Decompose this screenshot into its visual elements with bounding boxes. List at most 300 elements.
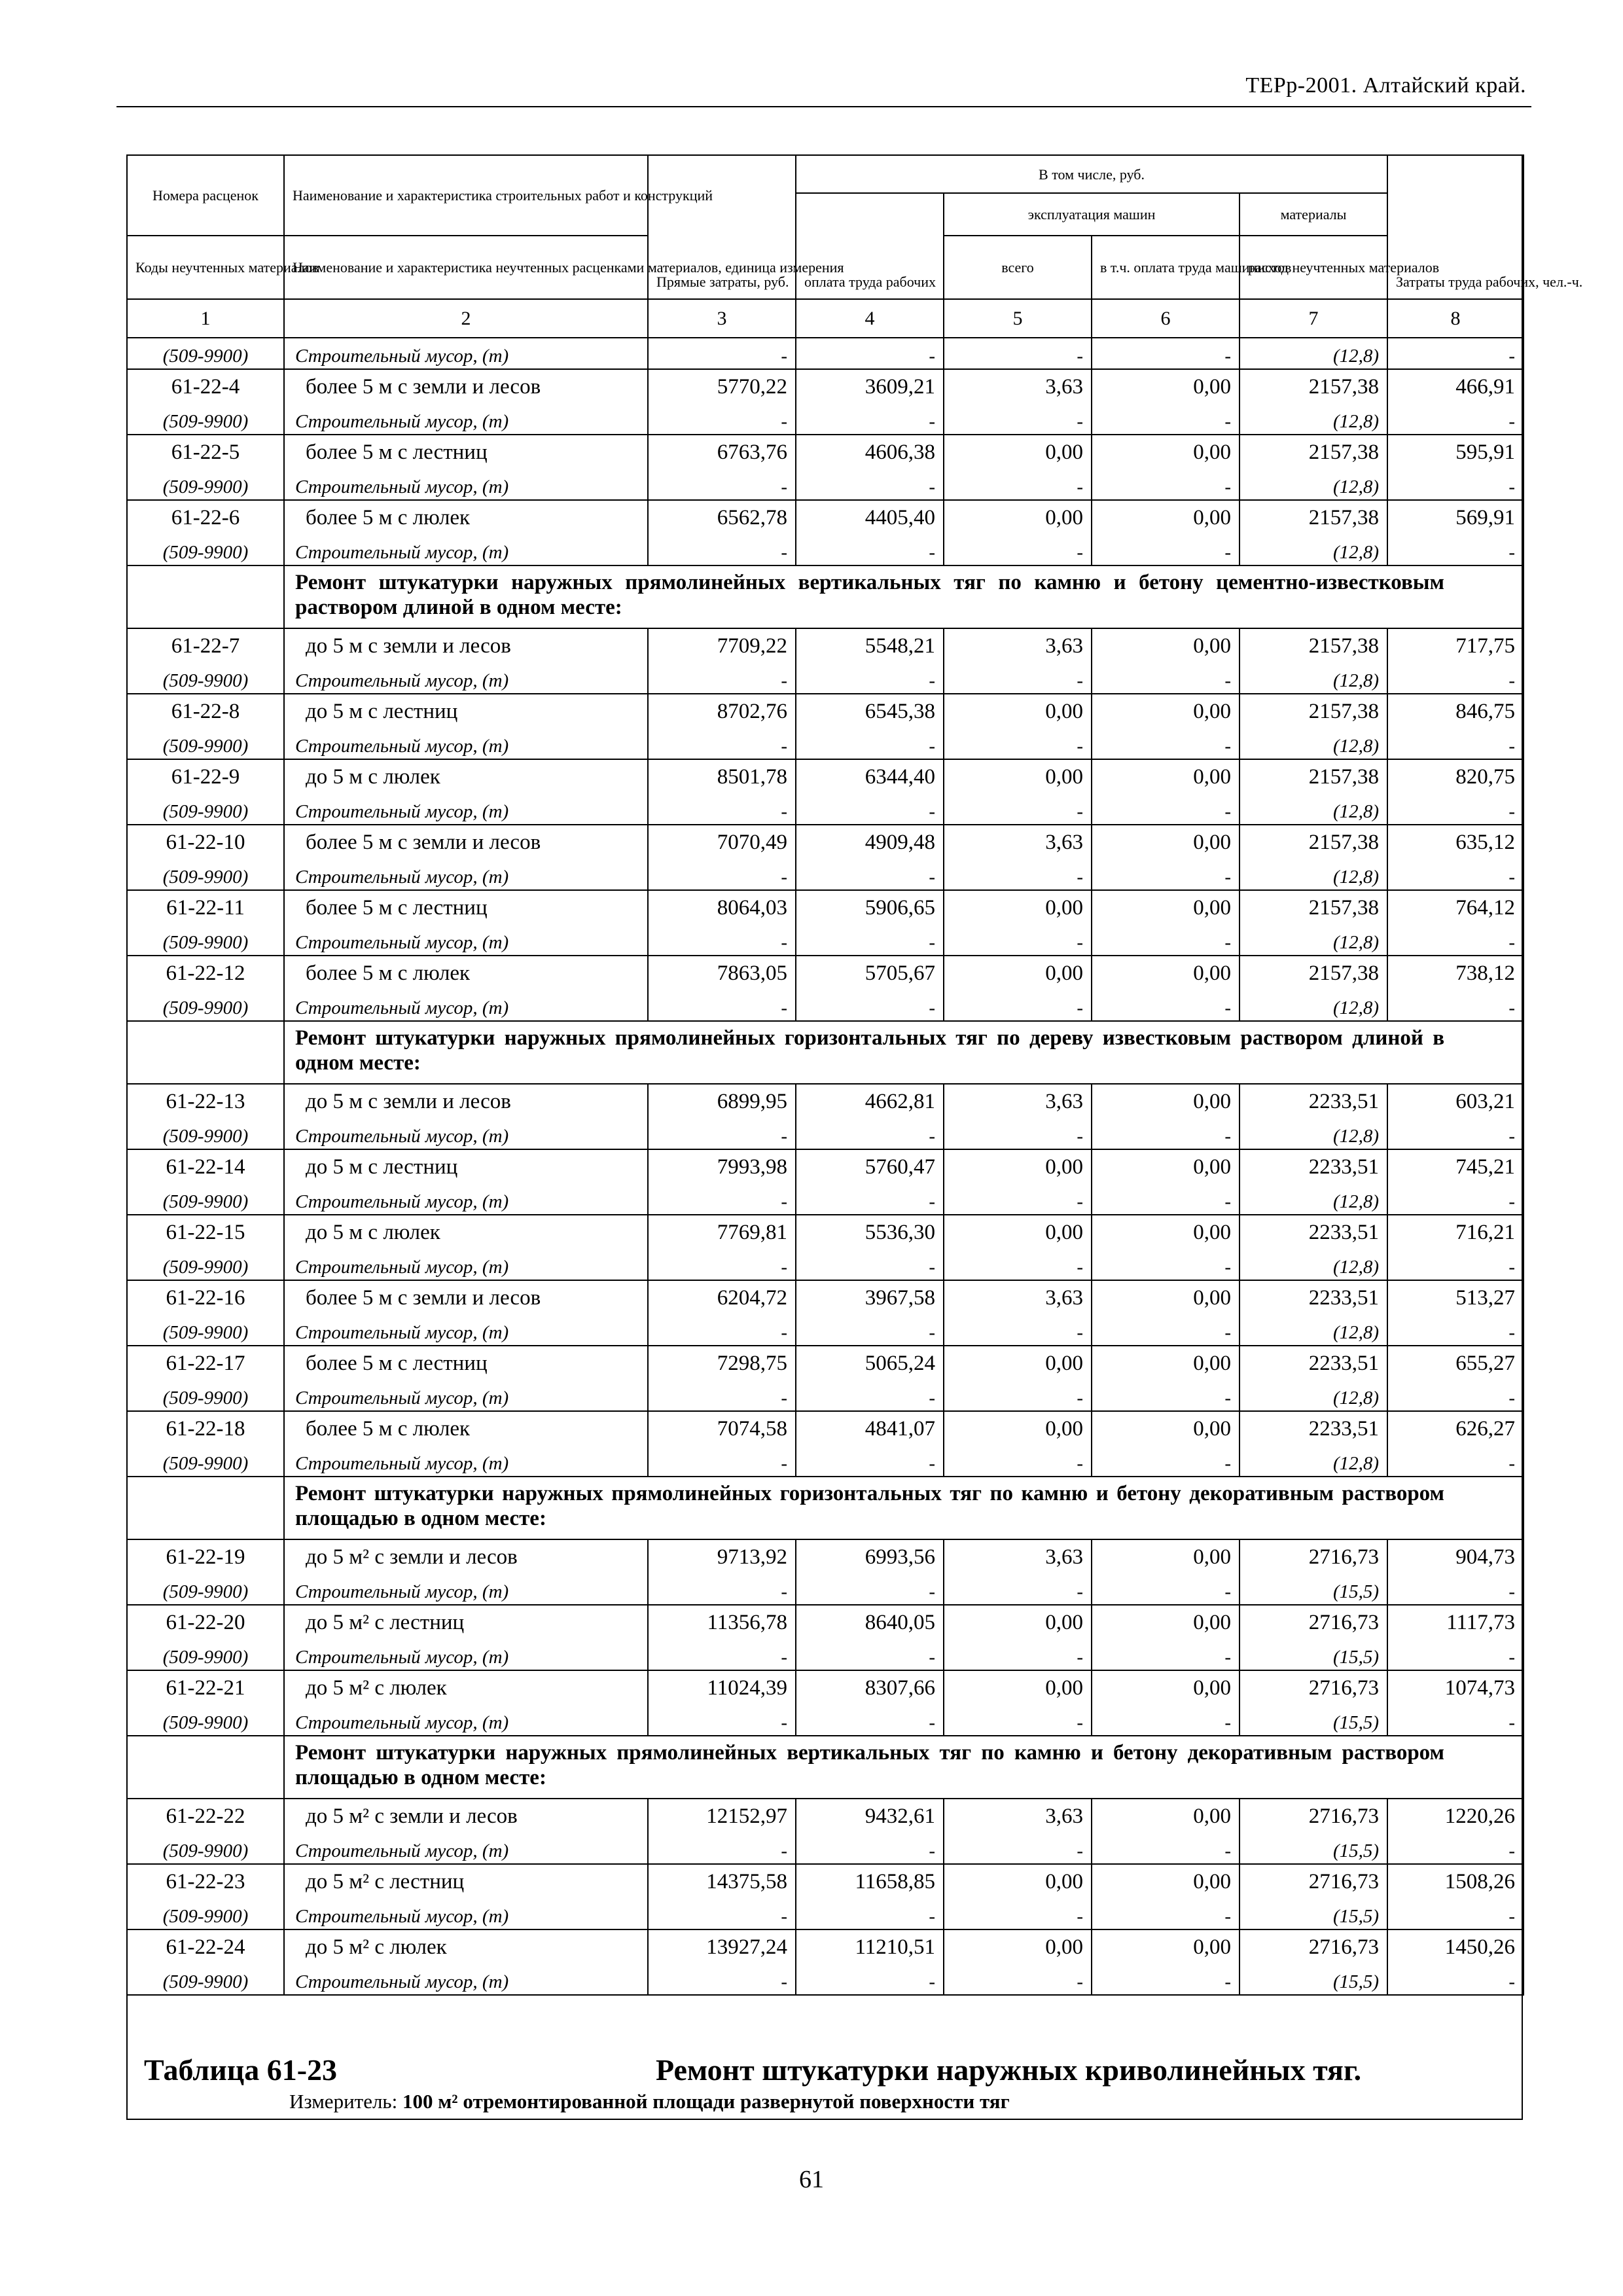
material-code: (509-9900) — [127, 1249, 284, 1280]
rate-code: 61-22-19 — [127, 1539, 284, 1574]
work-name: более 5 м с земли и лесов — [284, 369, 648, 404]
machine-total: 0,00 — [944, 435, 1092, 469]
section-heading-row — [127, 1736, 1524, 1799]
material-row — [127, 1833, 1524, 1864]
direct-cost: 14375,58 — [648, 1864, 796, 1899]
materials: 2716,73 — [1240, 1670, 1387, 1705]
material-row — [127, 925, 1524, 956]
section-heading: Ремонт штукатурки наружных прямолинейных вертикальных тяг по камню и бетону декоративным раствором площадью в одном месте: — [284, 1736, 1524, 1799]
rate-code: 61-22-8 — [127, 694, 284, 728]
worker-pay: 11210,51 — [796, 1929, 944, 1964]
machine-total: - — [944, 1184, 1092, 1215]
machinist-pay: - — [1092, 1705, 1240, 1736]
material-amount: (12,8) — [1240, 794, 1387, 825]
worker-pay: - — [796, 535, 944, 565]
direct-cost: 7863,05 — [648, 956, 796, 990]
machine-total: 0,00 — [944, 1149, 1092, 1184]
machine-total: 3,63 — [944, 369, 1092, 404]
materials: 2157,38 — [1240, 890, 1387, 925]
work-name: до 5 м² с лестниц — [284, 1864, 648, 1899]
material-amount: (12,8) — [1240, 535, 1387, 565]
column-number: 1 — [127, 299, 284, 338]
labor-hours: - — [1387, 990, 1524, 1021]
worker-pay: - — [796, 1899, 944, 1929]
machinist-pay: - — [1092, 1249, 1240, 1280]
materials: 2716,73 — [1240, 1799, 1387, 1833]
direct-cost: - — [648, 925, 796, 956]
machine-total: - — [944, 535, 1092, 565]
labor-hours: 764,12 — [1387, 890, 1524, 925]
material-name: Строительный мусор, (т) — [284, 1380, 648, 1411]
rate-row — [127, 1346, 1524, 1380]
header-col2-bottom: Наименование и характеристика неучтенных расценками материалов, единица измерения — [284, 236, 648, 299]
header-col1-top: Номера расценок — [127, 155, 284, 236]
material-amount: (12,8) — [1240, 990, 1387, 1021]
worker-pay: - — [796, 404, 944, 435]
machine-total: 0,00 — [944, 759, 1092, 794]
machine-total: - — [944, 859, 1092, 890]
worker-pay: - — [796, 663, 944, 694]
worker-pay: - — [796, 469, 944, 500]
section-heading-row — [127, 1477, 1524, 1539]
direct-cost: - — [648, 1446, 796, 1477]
machinist-pay: 0,00 — [1092, 890, 1240, 925]
work-name: более 5 м с земли и лесов — [284, 825, 648, 859]
machinist-pay: 0,00 — [1092, 500, 1240, 535]
worker-pay: 6993,56 — [796, 1539, 944, 1574]
direct-cost: 12152,97 — [648, 1799, 796, 1833]
rate-row — [127, 1929, 1524, 1964]
machine-total: 0,00 — [944, 500, 1092, 535]
worker-pay: - — [796, 1315, 944, 1346]
material-code: (509-9900) — [127, 1574, 284, 1605]
labor-hours: - — [1387, 404, 1524, 435]
direct-cost: 11024,39 — [648, 1670, 796, 1705]
machine-total: - — [944, 1446, 1092, 1477]
materials: 2157,38 — [1240, 956, 1387, 990]
materials: 2233,51 — [1240, 1411, 1387, 1446]
column-number: 8 — [1387, 299, 1524, 338]
rate-code: 61-22-4 — [127, 369, 284, 404]
work-name: до 5 м с земли и лесов — [284, 1084, 648, 1119]
rate-code: 61-22-15 — [127, 1215, 284, 1249]
work-name: до 5 м² с люлек — [284, 1929, 648, 1964]
material-code: (509-9900) — [127, 925, 284, 956]
materials: 2233,51 — [1240, 1280, 1387, 1315]
material-code: (509-9900) — [127, 338, 284, 369]
direct-cost: - — [648, 1184, 796, 1215]
materials: 2157,38 — [1240, 694, 1387, 728]
rate-code: 61-22-17 — [127, 1346, 284, 1380]
labor-hours: - — [1387, 1705, 1524, 1736]
material-row — [127, 1380, 1524, 1411]
direct-cost: 7298,75 — [648, 1346, 796, 1380]
labor-hours: 1220,26 — [1387, 1799, 1524, 1833]
work-name: до 5 м² с люлек — [284, 1670, 648, 1705]
materials: 2157,38 — [1240, 628, 1387, 663]
header-group: В том числе, руб. — [796, 155, 1387, 193]
work-name: до 5 м² с лестниц — [284, 1605, 648, 1640]
material-name: Строительный мусор, (т) — [284, 1964, 648, 1995]
material-amount: (12,8) — [1240, 1446, 1387, 1477]
material-name: Строительный мусор, (т) — [284, 1640, 648, 1670]
labor-hours: 820,75 — [1387, 759, 1524, 794]
machinist-pay: - — [1092, 469, 1240, 500]
header-col3: Прямые затраты, руб. — [648, 155, 796, 299]
labor-hours: 595,91 — [1387, 435, 1524, 469]
materials: 2716,73 — [1240, 1864, 1387, 1899]
worker-pay: 5906,65 — [796, 890, 944, 925]
machine-total: - — [944, 1574, 1092, 1605]
labor-hours: 846,75 — [1387, 694, 1524, 728]
direct-cost: - — [648, 663, 796, 694]
worker-pay: - — [796, 794, 944, 825]
machinist-pay: - — [1092, 1640, 1240, 1670]
machinist-pay: - — [1092, 1446, 1240, 1477]
worker-pay: 9432,61 — [796, 1799, 944, 1833]
material-amount: (12,8) — [1240, 1380, 1387, 1411]
worker-pay: 5065,24 — [796, 1346, 944, 1380]
material-amount: (15,5) — [1240, 1705, 1387, 1736]
column-number: 7 — [1240, 299, 1387, 338]
material-amount: (12,8) — [1240, 728, 1387, 759]
labor-hours: 626,27 — [1387, 1411, 1524, 1446]
work-name: более 5 м с лестниц — [284, 890, 648, 925]
materials: 2233,51 — [1240, 1149, 1387, 1184]
material-code: (509-9900) — [127, 728, 284, 759]
worker-pay: 8640,05 — [796, 1605, 944, 1640]
section-heading-row — [127, 565, 1524, 628]
material-amount: (15,5) — [1240, 1964, 1387, 1995]
rate-row — [127, 1605, 1524, 1640]
direct-cost: 6562,78 — [648, 500, 796, 535]
machine-total: 3,63 — [944, 1539, 1092, 1574]
machine-total: - — [944, 728, 1092, 759]
machinist-pay: - — [1092, 338, 1240, 369]
rate-row — [127, 1799, 1524, 1833]
worker-pay: - — [796, 1446, 944, 1477]
column-number-row — [127, 299, 1524, 338]
material-amount: (12,8) — [1240, 338, 1387, 369]
material-code: (509-9900) — [127, 1705, 284, 1736]
labor-hours: - — [1387, 535, 1524, 565]
material-name: Строительный мусор, (т) — [284, 859, 648, 890]
labor-hours: - — [1387, 1380, 1524, 1411]
rate-row — [127, 1539, 1524, 1574]
material-name: Строительный мусор, (т) — [284, 728, 648, 759]
worker-pay: 6545,38 — [796, 694, 944, 728]
header-col8: Затраты труда рабочих, чел.-ч. — [1387, 155, 1524, 299]
direct-cost: 7993,98 — [648, 1149, 796, 1184]
machine-total: 0,00 — [944, 1929, 1092, 1964]
machine-total: - — [944, 1964, 1092, 1995]
machinist-pay: 0,00 — [1092, 1929, 1240, 1964]
rate-row — [127, 1864, 1524, 1899]
rate-code: 61-22-18 — [127, 1411, 284, 1446]
material-row — [127, 1184, 1524, 1215]
machine-total: - — [944, 1315, 1092, 1346]
material-amount: (15,5) — [1240, 1899, 1387, 1929]
header-materials: материалы — [1240, 193, 1387, 236]
labor-hours: - — [1387, 1184, 1524, 1215]
machinist-pay: 0,00 — [1092, 1605, 1240, 1640]
machine-total: 0,00 — [944, 1670, 1092, 1705]
direct-cost: 6204,72 — [648, 1280, 796, 1315]
worker-pay: 4606,38 — [796, 435, 944, 469]
labor-hours: - — [1387, 1833, 1524, 1864]
rate-code: 61-22-16 — [127, 1280, 284, 1315]
material-code: (509-9900) — [127, 663, 284, 694]
labor-hours: 1450,26 — [1387, 1929, 1524, 1964]
direct-cost: 7074,58 — [648, 1411, 796, 1446]
worker-pay: - — [796, 728, 944, 759]
machine-total: 0,00 — [944, 1411, 1092, 1446]
machine-total: - — [944, 990, 1092, 1021]
material-amount: (12,8) — [1240, 663, 1387, 694]
direct-cost: 6899,95 — [648, 1084, 796, 1119]
materials: 2157,38 — [1240, 369, 1387, 404]
worker-pay: - — [796, 338, 944, 369]
material-code: (509-9900) — [127, 859, 284, 890]
header-col5: всего — [944, 236, 1092, 299]
material-row — [127, 859, 1524, 890]
material-amount: (12,8) — [1240, 925, 1387, 956]
material-name: Строительный мусор, (т) — [284, 925, 648, 956]
labor-hours: 745,21 — [1387, 1149, 1524, 1184]
table-header — [127, 155, 1583, 299]
direct-cost: - — [648, 338, 796, 369]
material-code: (509-9900) — [127, 1899, 284, 1929]
labor-hours: - — [1387, 1640, 1524, 1670]
material-name: Строительный мусор, (т) — [284, 1574, 648, 1605]
worker-pay: - — [796, 859, 944, 890]
column-number: 6 — [1092, 299, 1240, 338]
labor-hours: - — [1387, 469, 1524, 500]
machine-total: - — [944, 338, 1092, 369]
work-name: до 5 м с лестниц — [284, 1149, 648, 1184]
material-name: Строительный мусор, (т) — [284, 1184, 648, 1215]
material-row — [127, 1899, 1524, 1929]
direct-cost: - — [648, 469, 796, 500]
worker-pay: - — [796, 1184, 944, 1215]
worker-pay: 4405,40 — [796, 500, 944, 535]
work-name: до 5 м с люлек — [284, 759, 648, 794]
machine-total: 3,63 — [944, 1084, 1092, 1119]
material-amount: (12,8) — [1240, 1315, 1387, 1346]
material-row — [127, 338, 1524, 369]
rate-code: 61-22-5 — [127, 435, 284, 469]
material-name: Строительный мусор, (т) — [284, 1705, 648, 1736]
direct-cost: 11356,78 — [648, 1605, 796, 1640]
machinist-pay: - — [1092, 859, 1240, 890]
section-empty-cell — [127, 1477, 284, 1539]
worker-pay: 6344,40 — [796, 759, 944, 794]
worker-pay: 3609,21 — [796, 369, 944, 404]
worker-pay: - — [796, 1380, 944, 1411]
worker-pay: - — [796, 990, 944, 1021]
worker-pay: - — [796, 1249, 944, 1280]
worker-pay: - — [796, 1964, 944, 1995]
rate-code: 61-22-22 — [127, 1799, 284, 1833]
material-amount: (12,8) — [1240, 859, 1387, 890]
labor-hours: - — [1387, 1574, 1524, 1605]
machinist-pay: - — [1092, 728, 1240, 759]
rate-code: 61-22-11 — [127, 890, 284, 925]
material-code: (509-9900) — [127, 1119, 284, 1149]
work-name: до 5 м с земли и лесов — [284, 628, 648, 663]
direct-cost: - — [648, 1119, 796, 1149]
machinist-pay: 0,00 — [1092, 1149, 1240, 1184]
machine-total: - — [944, 1640, 1092, 1670]
machinist-pay: 0,00 — [1092, 694, 1240, 728]
worker-pay: 4841,07 — [796, 1411, 944, 1446]
machine-total: 0,00 — [944, 1864, 1092, 1899]
section-heading: Ремонт штукатурки наружных прямолинейных вертикальных тяг по камню и бетону цементно-известковым раствором длиной в одном месте: — [284, 565, 1524, 628]
measure-value: 100 м² отремонтированной площади развернутой поверхности тяг — [402, 2090, 1010, 2113]
labor-hours: - — [1387, 859, 1524, 890]
direct-cost: 8064,03 — [648, 890, 796, 925]
machinist-pay: 0,00 — [1092, 1539, 1240, 1574]
material-row — [127, 1446, 1524, 1477]
rate-code: 61-22-23 — [127, 1864, 284, 1899]
column-number: 2 — [284, 299, 648, 338]
rate-row — [127, 435, 1524, 469]
machine-total: 3,63 — [944, 1799, 1092, 1833]
rate-row — [127, 500, 1524, 535]
material-name: Строительный мусор, (т) — [284, 404, 648, 435]
labor-hours: - — [1387, 1899, 1524, 1929]
work-name: более 5 м с люлек — [284, 956, 648, 990]
labor-hours: 635,12 — [1387, 825, 1524, 859]
measure-line — [289, 2090, 1010, 2113]
material-amount: (12,8) — [1240, 1119, 1387, 1149]
section-heading: Ремонт штукатурки наружных прямолинейных горизонтальных тяг по камню и бетону декоративным раствором площадью в одном месте: — [284, 1477, 1524, 1539]
header-machines: эксплуатация машин — [944, 193, 1240, 236]
machinist-pay: - — [1092, 1899, 1240, 1929]
rate-code: 61-22-10 — [127, 825, 284, 859]
material-row — [127, 794, 1524, 825]
machinist-pay: 0,00 — [1092, 369, 1240, 404]
machinist-pay: - — [1092, 794, 1240, 825]
section-empty-cell — [127, 1021, 284, 1084]
machine-total: - — [944, 404, 1092, 435]
material-row — [127, 1249, 1524, 1280]
material-name: Строительный мусор, (т) — [284, 1119, 648, 1149]
labor-hours: - — [1387, 663, 1524, 694]
rate-code: 61-22-9 — [127, 759, 284, 794]
machinist-pay: - — [1092, 1964, 1240, 1995]
machine-total: 3,63 — [944, 628, 1092, 663]
direct-cost: 13927,24 — [648, 1929, 796, 1964]
next-table-caption: Ремонт штукатурки наружных криволинейных тяг. — [656, 2053, 1362, 2087]
material-row — [127, 990, 1524, 1021]
machine-total: - — [944, 1249, 1092, 1280]
labor-hours: - — [1387, 1446, 1524, 1477]
machinist-pay: - — [1092, 404, 1240, 435]
machine-total: 0,00 — [944, 1346, 1092, 1380]
direct-cost: 6763,76 — [648, 435, 796, 469]
machinist-pay: 0,00 — [1092, 759, 1240, 794]
rate-row — [127, 694, 1524, 728]
material-code: (509-9900) — [127, 1446, 284, 1477]
material-amount: (12,8) — [1240, 1184, 1387, 1215]
work-name: до 5 м с люлек — [284, 1215, 648, 1249]
material-name: Строительный мусор, (т) — [284, 1899, 648, 1929]
labor-hours: 717,75 — [1387, 628, 1524, 663]
material-code: (509-9900) — [127, 469, 284, 500]
labor-hours: - — [1387, 1249, 1524, 1280]
machine-total: - — [944, 1833, 1092, 1864]
worker-pay: - — [796, 1574, 944, 1605]
machine-total: - — [944, 794, 1092, 825]
machinist-pay: 0,00 — [1092, 1346, 1240, 1380]
next-table-title: Таблица 61-23 — [144, 2053, 338, 2087]
rate-code: 61-22-24 — [127, 1929, 284, 1964]
price-table — [126, 154, 1583, 1996]
machinist-pay: 0,00 — [1092, 435, 1240, 469]
rate-code: 61-22-14 — [127, 1149, 284, 1184]
machine-total: 3,63 — [944, 825, 1092, 859]
direct-cost: - — [648, 859, 796, 890]
material-row — [127, 1574, 1524, 1605]
machine-total: - — [944, 1380, 1092, 1411]
machinist-pay: - — [1092, 1833, 1240, 1864]
rate-code: 61-22-12 — [127, 956, 284, 990]
direct-cost: - — [648, 1705, 796, 1736]
rate-row — [127, 1280, 1524, 1315]
materials: 2233,51 — [1240, 1346, 1387, 1380]
work-name: более 5 м с люлек — [284, 500, 648, 535]
worker-pay: 5705,67 — [796, 956, 944, 990]
header-col6: в т.ч. оплата труда машинистов — [1092, 236, 1240, 299]
worker-pay: - — [796, 1705, 944, 1736]
direct-cost: 5770,22 — [648, 369, 796, 404]
machinist-pay: 0,00 — [1092, 825, 1240, 859]
machine-total: - — [944, 1705, 1092, 1736]
material-row — [127, 1705, 1524, 1736]
machinist-pay: 0,00 — [1092, 628, 1240, 663]
rate-row — [127, 1215, 1524, 1249]
header-col1-bottom: Коды неучтенных материалов — [127, 236, 284, 299]
rate-row — [127, 369, 1524, 404]
rate-code: 61-22-7 — [127, 628, 284, 663]
column-number: 4 — [796, 299, 944, 338]
direct-cost: 8702,76 — [648, 694, 796, 728]
work-name: до 5 м² с земли и лесов — [284, 1539, 648, 1574]
work-name: до 5 м² с земли и лесов — [284, 1799, 648, 1833]
machine-total: 0,00 — [944, 1605, 1092, 1640]
work-name: до 5 м с лестниц — [284, 694, 648, 728]
worker-pay: 11658,85 — [796, 1864, 944, 1899]
material-row — [127, 1119, 1524, 1149]
worker-pay: - — [796, 1119, 944, 1149]
machinist-pay: 0,00 — [1092, 1084, 1240, 1119]
materials: 2157,38 — [1240, 500, 1387, 535]
material-name: Строительный мусор, (т) — [284, 338, 648, 369]
machinist-pay: - — [1092, 1184, 1240, 1215]
header-col2-top: Наименование и характеристика строительных работ и конструкций — [284, 155, 648, 236]
material-name: Строительный мусор, (т) — [284, 794, 648, 825]
labor-hours: 466,91 — [1387, 369, 1524, 404]
running-head — [116, 65, 1531, 107]
measure-label: Измеритель: — [289, 2090, 402, 2113]
material-code: (509-9900) — [127, 404, 284, 435]
machine-total: 3,63 — [944, 1280, 1092, 1315]
material-name: Строительный мусор, (т) — [284, 1833, 648, 1864]
work-name: более 5 м с лестниц — [284, 1346, 648, 1380]
machine-total: 0,00 — [944, 1215, 1092, 1249]
machine-total: - — [944, 1119, 1092, 1149]
